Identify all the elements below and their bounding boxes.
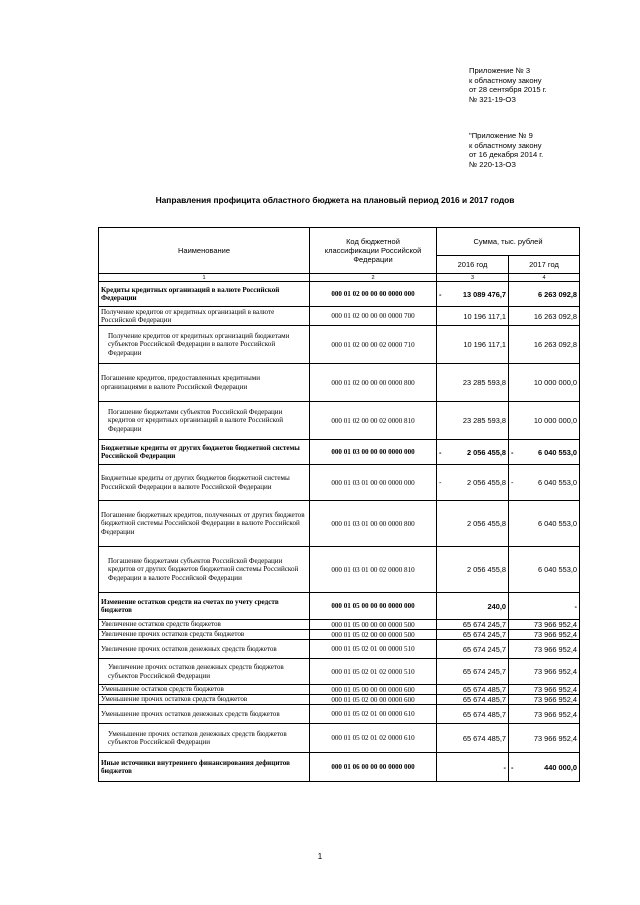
value-2016-amount: 10 196 117,1 <box>463 340 506 349</box>
row-name: Погашение кредитов, предоставленных кредитными организациями в валюте Российской Федерации <box>99 364 310 402</box>
note-line: № 321-19-ОЗ <box>469 94 516 104</box>
column-number: 3 <box>437 274 509 282</box>
value-2017-amount: 6 040 553,0 <box>537 478 577 487</box>
row-code: 000 01 05 02 01 02 0000 610 <box>310 724 437 753</box>
row-name: Увеличение прочих остатков средств бюджетов <box>99 630 310 640</box>
value-2016-amount: 23 285 593,8 <box>462 378 506 387</box>
value-2016 <box>437 630 509 640</box>
row-name: Уменьшение прочих остатков средств бюджетов <box>99 695 310 705</box>
column-number: 2 <box>310 274 437 282</box>
value-2016-amount: 23 285 593,8 <box>462 416 506 425</box>
row-code: 000 01 02 00 00 00 0000 000 <box>310 282 437 307</box>
table-row <box>99 326 580 364</box>
table-row <box>99 630 580 640</box>
row-code: 000 01 06 00 00 00 0000 000 <box>310 753 437 782</box>
column-number-row <box>99 274 580 282</box>
value-2017-amount: 6 263 092,8 <box>537 289 577 299</box>
value-2016 <box>437 465 509 501</box>
column-number: 1 <box>99 274 310 282</box>
value-2016-amount: 65 674 245,7 <box>462 630 506 639</box>
header-name: Наименование <box>99 228 310 274</box>
value-2016 <box>437 547 509 593</box>
value-2016 <box>437 659 509 685</box>
value-2016 <box>437 501 509 547</box>
minus-sign: - <box>511 478 514 487</box>
header-sum: Сумма, тыс. рублей <box>437 228 580 256</box>
row-code: 000 01 03 01 00 02 0000 810 <box>310 547 437 593</box>
value-2016 <box>437 440 509 465</box>
row-name: Увеличение прочих остатков денежных средств бюджетов <box>99 640 310 659</box>
minus-sign: - <box>511 762 514 772</box>
note-line: к областному закону <box>469 140 542 150</box>
value-2017-amount: 440 000,0 <box>544 762 577 772</box>
value-2016 <box>437 364 509 402</box>
row-code: 000 01 05 02 01 00 0000 510 <box>310 640 437 659</box>
row-name: Погашение бюджетных кредитов, полученных от других бюджетов бюджетной системы Российской Федерации в валюте Российской Федерации <box>99 501 310 547</box>
table-row <box>99 640 580 659</box>
value-2017 <box>509 547 580 593</box>
value-2016-amount: 65 674 245,7 <box>462 620 506 629</box>
value-2017 <box>509 724 580 753</box>
appendix-9-note <box>469 131 543 169</box>
note-line: "Приложение № 9 <box>469 131 533 140</box>
row-code: 000 01 05 02 01 02 0000 510 <box>310 659 437 685</box>
value-2016 <box>437 753 509 782</box>
value-2017 <box>509 705 580 724</box>
row-code: 000 01 02 00 00 00 0000 800 <box>310 364 437 402</box>
value-2017-amount: 16 263 092,8 <box>533 311 577 321</box>
row-code: 000 01 05 00 00 00 0000 600 <box>310 685 437 695</box>
value-2017 <box>509 465 580 501</box>
budget-table <box>98 227 580 782</box>
table-row <box>99 620 580 630</box>
row-code: 000 01 05 00 00 00 0000 000 <box>310 593 437 620</box>
row-name: Уменьшение прочих остатков денежных средств бюджетов субъектов Российской Федерации <box>99 724 310 753</box>
minus-sign: - <box>439 289 442 299</box>
note-line: к областному закону <box>469 75 542 85</box>
row-code: 000 01 02 00 00 02 0000 710 <box>310 326 437 364</box>
page-number: 1 <box>317 852 323 861</box>
table-row <box>99 547 580 593</box>
row-name: Кредиты кредитных организаций в валюте Российской Федерации <box>99 282 310 307</box>
value-2017-amount: 10 000 000,0 <box>533 416 577 425</box>
row-name: Уменьшение остатков средств бюджетов <box>99 685 310 695</box>
row-name: Увеличение остатков средств бюджетов <box>99 620 310 630</box>
table-row <box>99 695 580 705</box>
table-row <box>99 593 580 620</box>
value-2016 <box>437 326 509 364</box>
value-2016-amount: 2 056 455,8 <box>466 478 506 487</box>
value-2016 <box>437 307 509 326</box>
value-2016-amount: 2 056 455,8 <box>466 565 506 574</box>
value-2016-amount: 65 674 245,7 <box>462 667 506 676</box>
value-2016 <box>437 402 509 440</box>
value-2017-amount: 16 263 092,8 <box>533 340 577 349</box>
row-code: 000 01 02 00 00 00 0000 700 <box>310 307 437 326</box>
value-2016-amount: 65 674 485,7 <box>462 733 506 743</box>
table-row <box>99 724 580 753</box>
table-row <box>99 705 580 724</box>
value-2017-amount: 10 000 000,0 <box>533 378 577 387</box>
row-name: Уменьшение прочих остатков денежных средств бюджетов <box>99 705 310 724</box>
header-year-2016: 2016 год <box>437 256 509 274</box>
row-code: 000 01 03 01 00 00 0000 800 <box>310 501 437 547</box>
value-2017-amount: 73 966 952,4 <box>533 644 577 654</box>
value-2017 <box>509 753 580 782</box>
table-row <box>99 753 580 782</box>
value-2017 <box>509 282 580 307</box>
value-2016 <box>437 705 509 724</box>
value-2017-amount: 73 966 952,4 <box>533 695 577 704</box>
row-name: Увеличение прочих остатков денежных средств бюджетов субъектов Российской Федерации <box>99 659 310 685</box>
minus-sign: - <box>439 478 442 487</box>
value-2017-amount: 73 966 952,4 <box>533 620 577 629</box>
value-2017 <box>509 402 580 440</box>
row-name: Бюджетные кредиты от других бюджетов бюджетной системы Российской Федерации в валюте Российской Федерации <box>99 465 310 501</box>
row-code: 000 01 05 02 01 00 0000 610 <box>310 705 437 724</box>
value-2016 <box>437 620 509 630</box>
row-name: Изменение остатков средств на счетах по учету средств бюджетов <box>99 593 310 620</box>
table-row <box>99 465 580 501</box>
table-header-row <box>99 228 580 256</box>
table-row <box>99 402 580 440</box>
value-2017-amount: 73 966 952,4 <box>533 733 577 743</box>
value-2016 <box>437 695 509 705</box>
value-2016-amount: 65 674 485,7 <box>462 709 506 719</box>
value-2016 <box>437 685 509 695</box>
column-number: 4 <box>509 274 580 282</box>
row-name: Получение кредитов от кредитных организаций бюджетами субъектов Российской Федерации в валюте Российской Федерации <box>99 326 310 364</box>
table-row <box>99 685 580 695</box>
value-2016-amount: 65 674 245,7 <box>462 644 506 654</box>
value-2017-amount: - <box>574 601 577 611</box>
row-code: 000 01 05 02 00 00 0000 600 <box>310 695 437 705</box>
value-2017-amount: 73 966 952,4 <box>533 709 577 719</box>
minus-sign: - <box>439 447 442 457</box>
row-name: Погашение бюджетами субъектов Российской Федерации кредитов от других бюджетов бюджетной системы Российской Федерации в валюте Российской Федерации <box>99 547 310 593</box>
value-2017 <box>509 685 580 695</box>
value-2016 <box>437 724 509 753</box>
value-2017 <box>509 364 580 402</box>
note-line: № 220-13-ОЗ <box>469 159 516 169</box>
value-2016-amount: 10 196 117,1 <box>463 311 506 321</box>
value-2017-amount: 6 040 553,0 <box>537 519 577 528</box>
table-row <box>99 659 580 685</box>
note-line: от 16 декабря 2014 г. <box>469 150 544 160</box>
table-row <box>99 364 580 402</box>
note-line: от 28 сентября 2015 г. <box>469 85 547 95</box>
value-2016-amount: 65 674 485,7 <box>462 695 506 704</box>
row-code: 000 01 03 00 00 00 0000 000 <box>310 440 437 465</box>
value-2016 <box>437 593 509 620</box>
table-row <box>99 282 580 307</box>
header-code: Код бюджетной классификации Российской Федерации <box>310 228 437 274</box>
value-2017 <box>509 326 580 364</box>
value-2017-amount: 73 966 952,4 <box>533 685 577 694</box>
value-2017 <box>509 640 580 659</box>
value-2017 <box>509 501 580 547</box>
row-code: 000 01 05 00 00 00 0000 500 <box>310 620 437 630</box>
table-row <box>99 440 580 465</box>
value-2017 <box>509 620 580 630</box>
row-name: Бюджетные кредиты от других бюджетов бюджетной системы Российской Федерации <box>99 440 310 465</box>
value-2016-amount: 13 089 476,7 <box>462 289 506 299</box>
value-2016-amount: - <box>503 762 506 772</box>
row-code: 000 01 02 00 00 02 0000 810 <box>310 402 437 440</box>
value-2017 <box>509 659 580 685</box>
value-2017-amount: 6 040 553,0 <box>537 565 577 574</box>
value-2017-amount: 73 966 952,4 <box>533 630 577 639</box>
row-name: Иные источники внутреннего финансирования дефицитов бюджетов <box>99 753 310 782</box>
value-2016 <box>437 640 509 659</box>
value-2016-amount: 65 674 485,7 <box>462 685 506 694</box>
value-2017 <box>509 593 580 620</box>
appendix-3-note <box>469 66 547 104</box>
note-line: Приложение № 3 <box>469 66 531 75</box>
table-row <box>99 307 580 326</box>
row-name: Получение кредитов от кредитных организаций в валюте Российской Федерации <box>99 307 310 326</box>
row-code: 000 01 03 01 00 00 0000 000 <box>310 465 437 501</box>
table-row <box>99 501 580 547</box>
value-2017 <box>509 695 580 705</box>
header-year-2017: 2017 год <box>509 256 580 274</box>
row-code: 000 01 05 02 00 00 0000 500 <box>310 630 437 640</box>
value-2017 <box>509 630 580 640</box>
value-2017 <box>509 307 580 326</box>
value-2016-amount: 240,0 <box>487 601 506 611</box>
document-title: Направления профицита областного бюджета на плановый период 2016 и 2017 годов <box>155 195 515 205</box>
value-2016 <box>437 282 509 307</box>
value-2017 <box>509 440 580 465</box>
value-2016-amount: 2 056 455,8 <box>466 447 506 457</box>
row-name: Погашение бюджетами субъектов Российской Федерации кредитов от кредитных организаций в валюте Российской Федерации <box>99 402 310 440</box>
minus-sign: - <box>511 447 514 457</box>
value-2016-amount: 2 056 455,8 <box>466 519 506 528</box>
value-2017-amount: 73 966 952,4 <box>533 667 577 676</box>
value-2017-amount: 6 040 553,0 <box>537 447 577 457</box>
